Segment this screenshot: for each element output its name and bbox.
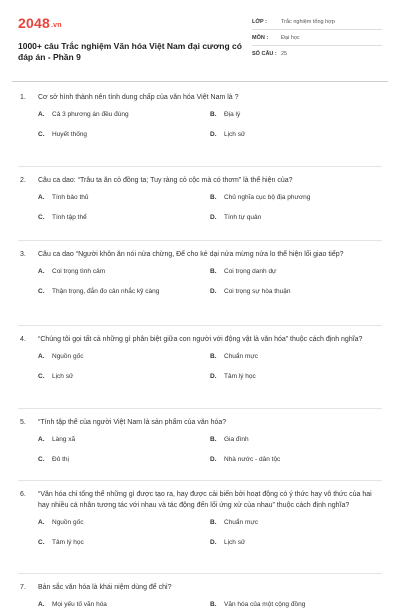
option-b[interactable] — [210, 434, 382, 446]
header-divider — [12, 81, 388, 82]
option-c[interactable] — [38, 537, 210, 549]
option-letter: C. — [38, 539, 45, 546]
logo-main: 2048 — [18, 15, 50, 31]
option-text: Tâm lý học — [52, 539, 84, 546]
meta-label-subject: MÔN : — [252, 34, 269, 41]
option-text: Tính bảo thủ — [52, 194, 89, 201]
option-text: Huyết thống — [52, 131, 88, 138]
question-row — [18, 582, 382, 593]
option-d[interactable] — [210, 537, 382, 549]
option-text: Thận trọng, đắn đo cân nhắc kỹ càng — [52, 288, 160, 295]
option-text: Tính tập thể — [52, 214, 87, 221]
option-b[interactable] — [210, 517, 382, 529]
option-text: Cả 3 phương án đều đúng — [52, 111, 129, 118]
meta-row-subject — [252, 30, 382, 46]
option-letter: D. — [210, 214, 217, 221]
option-c[interactable] — [38, 454, 210, 466]
options — [18, 186, 382, 224]
question-text: Câu ca dao: “Trâu ta ăn cỏ đồng ta; Tuy ràng cỏ cộc mà có thơm” là thể hiện của? — [38, 177, 293, 184]
option-d[interactable] — [210, 129, 382, 141]
option-letter: D. — [210, 456, 217, 463]
question-row — [18, 489, 382, 511]
question-item — [18, 481, 382, 574]
option-d[interactable] — [210, 371, 382, 383]
option-text: Nguồn gốc — [52, 519, 84, 526]
option-a[interactable] — [38, 517, 210, 529]
meta-row-count — [252, 46, 382, 62]
option-text: Coi trọng danh dự — [224, 268, 277, 275]
option-text: Lịch sử — [52, 373, 74, 380]
option-d[interactable] — [210, 454, 382, 466]
option-text: Lịch sử — [224, 539, 246, 546]
meta-row-class — [252, 14, 382, 30]
option-letter: A. — [38, 436, 45, 443]
option-d[interactable] — [210, 212, 382, 224]
option-letter: C. — [38, 214, 45, 221]
options — [18, 103, 382, 141]
option-letter: A. — [38, 353, 45, 360]
option-letter: A. — [38, 268, 45, 275]
question-number: 4. — [20, 336, 26, 343]
option-text: Địa lý — [224, 111, 241, 118]
question-item — [18, 241, 382, 326]
options — [18, 593, 382, 611]
question-text: Bản sắc văn hóa là khái niệm dùng để chỉ? — [38, 584, 172, 591]
option-a[interactable] — [38, 109, 210, 121]
option-text: Văn hóa của một cộng đồng — [224, 601, 306, 608]
option-text: Nhà nước - dân tộc — [224, 456, 281, 463]
question-number: 7. — [20, 584, 26, 591]
options — [18, 345, 382, 383]
question-item — [18, 167, 382, 241]
option-c[interactable] — [38, 129, 210, 141]
option-letter: D. — [210, 539, 217, 546]
option-text: Chuẩn mực — [224, 353, 258, 360]
question-number: 6. — [20, 491, 26, 498]
option-a[interactable] — [38, 434, 210, 446]
options — [18, 428, 382, 466]
option-text: Mọi yếu tố văn hóa — [52, 601, 107, 608]
header-left — [18, 14, 248, 76]
question-row — [18, 334, 382, 345]
question-item — [18, 574, 382, 611]
option-c[interactable] — [38, 286, 210, 298]
options — [18, 260, 382, 298]
option-text: Lịch sử — [224, 131, 246, 138]
question-text: Cơ sở hình thành nên tính dung chấp của văn hóa Việt Nam là ? — [38, 94, 239, 101]
option-a[interactable] — [38, 351, 210, 363]
question-list — [18, 92, 382, 611]
option-letter: C. — [38, 373, 45, 380]
option-text: Làng xã — [52, 436, 76, 443]
option-text: Gia đình — [224, 436, 249, 443]
option-b[interactable] — [210, 192, 382, 204]
option-c[interactable] — [38, 212, 210, 224]
option-letter: D. — [210, 131, 217, 138]
header — [18, 14, 382, 76]
option-letter: C. — [38, 131, 45, 138]
option-a[interactable] — [38, 266, 210, 278]
option-c[interactable] — [38, 371, 210, 383]
question-number: 1. — [20, 94, 26, 101]
option-letter: A. — [38, 194, 45, 201]
option-text: Chủ nghĩa cục bộ địa phương — [224, 194, 311, 201]
question-number: 2. — [20, 177, 26, 184]
option-letter: C. — [38, 288, 45, 295]
question-item — [18, 92, 382, 167]
option-letter: B. — [210, 519, 217, 526]
option-letter: C. — [38, 456, 45, 463]
question-text: “Văn hóa chỉ tổng thể những gì được tạo ra, hay được cải biến bởi hoạt động có ý thức hay vô thức của hai hay nhiều cá nhân tương tác với nhau và tác động đến lối ứng xử của nhau” thuộc cách định nghĩa? — [38, 491, 372, 509]
option-letter: B. — [210, 111, 217, 118]
question-item — [18, 409, 382, 481]
option-a[interactable] — [38, 192, 210, 204]
meta-value-count: 25 — [281, 51, 288, 57]
option-letter: B. — [210, 436, 217, 443]
option-letter: D. — [210, 288, 217, 295]
meta-value-class: Trắc nghiệm tổng hợp — [281, 18, 335, 25]
option-text: Tâm lý học — [224, 373, 256, 380]
option-d[interactable] — [210, 286, 382, 298]
option-text: Coi trọng sự hòa thuận — [224, 288, 291, 295]
option-text: Đô thị — [52, 456, 69, 463]
option-letter: A. — [38, 601, 45, 608]
question-text: “Tính tập thể của người Việt Nam là sản phẩm của văn hóa? — [38, 419, 227, 426]
question-text: Câu ca dao “Người khôn ăn nói nửa chừng, Để cho kẻ dại nửa mừng nửa lo thể hiện lối giao tiếp? — [38, 251, 344, 258]
option-b[interactable] — [210, 266, 382, 278]
meta-value-subject: Đại học — [281, 34, 300, 41]
question-row — [18, 417, 382, 428]
meta-label-count: SỐ CÂU : — [252, 51, 277, 57]
site-logo[interactable] — [18, 14, 248, 32]
logo-suffix: .vn — [50, 22, 62, 29]
option-b[interactable] — [210, 109, 382, 121]
option-letter: D. — [210, 373, 217, 380]
option-letter: B. — [210, 268, 217, 275]
question-row — [18, 249, 382, 260]
question-number: 5. — [20, 419, 26, 426]
option-letter: B. — [210, 194, 217, 201]
option-letter: A. — [38, 111, 45, 118]
question-item — [18, 326, 382, 409]
meta-label-class: LỚP : — [252, 18, 267, 25]
option-letter: A. — [38, 519, 45, 526]
option-text: Nguồn gốc — [52, 353, 84, 360]
option-letter: B. — [210, 353, 217, 360]
question-row — [18, 92, 382, 103]
option-b[interactable] — [210, 599, 382, 611]
question-number: 3. — [20, 251, 26, 258]
option-letter: B. — [210, 601, 217, 608]
meta-table — [252, 14, 382, 76]
option-b[interactable] — [210, 351, 382, 363]
option-a[interactable] — [38, 599, 210, 611]
question-row — [18, 175, 382, 186]
option-text: Chuẩn mực — [224, 519, 258, 526]
document-title: 1000+ câu Trắc nghiệm Văn hóa Việt Nam đại cương có đáp án - Phần 9 — [18, 41, 242, 62]
option-text: Tính tự quản — [224, 214, 262, 221]
question-text: “Chúng tôi gọi tất cả những gì phân biệt giữa con người với động vật là văn hóa” thuộc cách định nghĩa? — [38, 336, 363, 343]
option-text: Coi trọng tình cảm — [52, 268, 106, 275]
options — [18, 511, 382, 549]
